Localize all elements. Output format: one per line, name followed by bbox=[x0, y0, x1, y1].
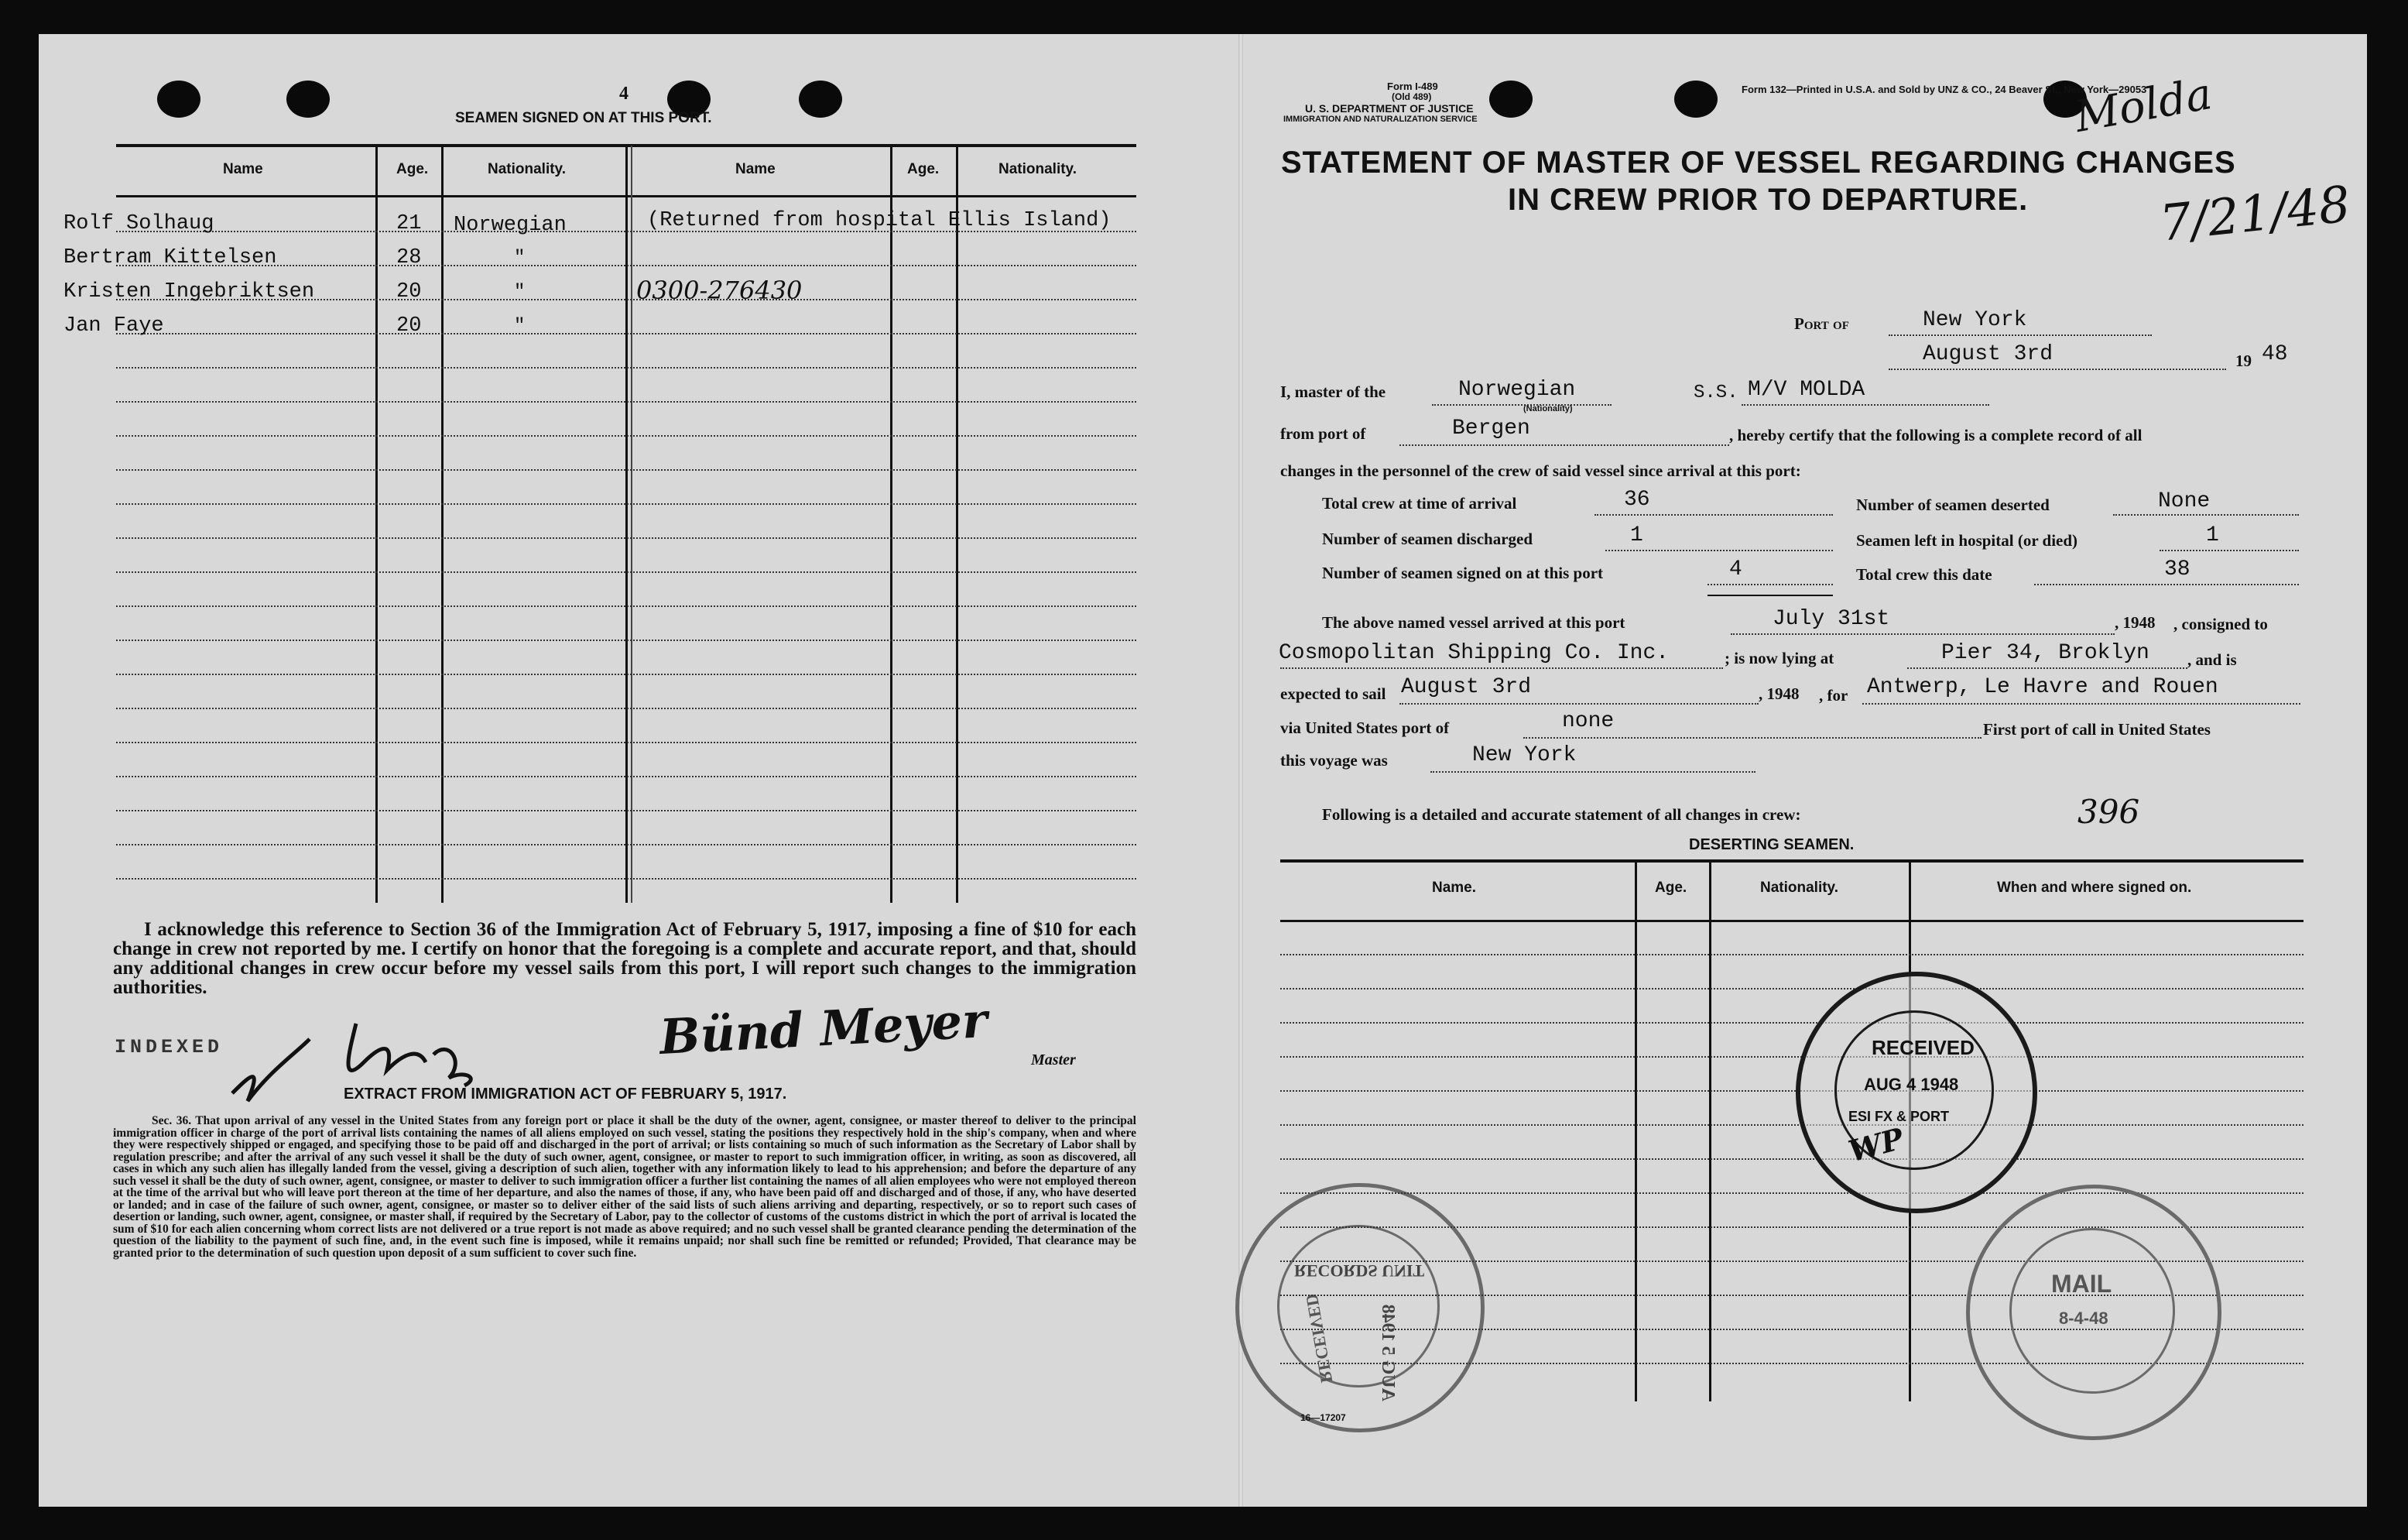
handwritten-date: 7/21/48 bbox=[2156, 176, 2353, 253]
table-rule bbox=[1280, 1090, 2304, 1092]
port-label: Port of bbox=[1794, 314, 1849, 333]
col-header-nationality: Nationality. bbox=[488, 161, 566, 177]
column-divider bbox=[625, 146, 628, 903]
column-divider bbox=[1709, 861, 1711, 1401]
port-value: New York bbox=[1923, 308, 2027, 332]
table-rule bbox=[1280, 988, 2304, 990]
row-note: 0300-276430 bbox=[636, 276, 803, 305]
row-nationality: " bbox=[514, 282, 526, 303]
table-rule bbox=[1280, 1158, 2304, 1160]
nationality-caption: (Nationality) bbox=[1523, 404, 1573, 413]
deserting-col-nationality: Nationality. bbox=[1760, 880, 1838, 896]
hospital-value: 1 bbox=[2206, 523, 2219, 547]
table-rule bbox=[1280, 1022, 2304, 1024]
master-of-label: I, master of the bbox=[1280, 382, 1386, 401]
table-rule bbox=[116, 708, 1136, 709]
via-label: via United States port of bbox=[1280, 719, 1450, 737]
handwritten-vessel: Molda bbox=[2071, 69, 2216, 142]
row-age: 20 bbox=[396, 280, 422, 304]
column-divider bbox=[1635, 861, 1637, 1401]
column-divider bbox=[375, 146, 378, 903]
table-rule bbox=[1280, 1192, 2304, 1194]
arrived-label: The above named vessel arrived at this port bbox=[1322, 613, 1625, 632]
expected-label: expected to sail bbox=[1280, 684, 1386, 703]
table-rule bbox=[116, 810, 1136, 811]
from-port-value: Bergen bbox=[1452, 417, 1530, 441]
table-rule bbox=[116, 776, 1136, 777]
voyage-value: New York bbox=[1472, 743, 1577, 767]
master-label: Master bbox=[1031, 1051, 1076, 1068]
ellis-stamp-initials: WP bbox=[1845, 1120, 1907, 1169]
row-nationality: " bbox=[514, 248, 526, 269]
col-header-age: Age. bbox=[396, 161, 429, 177]
expected-value: August 3rd bbox=[1401, 675, 1532, 699]
date-year: 48 bbox=[2262, 342, 2288, 366]
ellis-stamp-top: RECEIVED bbox=[1872, 1036, 1975, 1059]
mail-stamp-center: MAIL bbox=[2051, 1270, 2112, 1298]
deserted-label: Number of seamen deserted bbox=[1856, 496, 2050, 514]
column-divider bbox=[631, 146, 632, 903]
table-rule bbox=[116, 605, 1136, 607]
master-signature: Bünd Meyer bbox=[658, 991, 989, 1066]
vessel-value: M/V MOLDA bbox=[1748, 378, 1865, 402]
changes-text: changes in the personnel of the crew of said vessel since arrival at this port: bbox=[1280, 461, 1801, 480]
from-port-label: from port of bbox=[1280, 424, 1366, 443]
department-name: U. S. DEPARTMENT OF JUSTICE bbox=[1305, 102, 1474, 115]
column-divider bbox=[890, 146, 892, 903]
indexed-stamp: INDEXED bbox=[115, 1036, 224, 1058]
total-crew-arrival-label: Total crew at time of arrival bbox=[1322, 494, 1517, 513]
table-rule bbox=[116, 640, 1136, 641]
column-divider bbox=[441, 146, 444, 903]
for-label: , for bbox=[1819, 686, 1848, 705]
deserting-col-name: Name. bbox=[1432, 880, 1477, 896]
title-line-1: STATEMENT OF MASTER OF VESSEL REGARDING CHANGES bbox=[1281, 146, 2236, 180]
date-year-prefix: 19 bbox=[2235, 352, 2252, 370]
total-crew-date-label: Total crew this date bbox=[1856, 565, 1992, 584]
table-rule bbox=[1280, 1056, 2304, 1058]
arrived-year: , 1948 bbox=[2115, 613, 2156, 632]
signed-on-value: 4 bbox=[1729, 557, 1742, 581]
row-name: Bertram Kittelsen bbox=[63, 246, 277, 269]
acknowledgement-text: I acknowledge this reference to Section 36 of the Immigration Act of February 5, 1917, imposing a fine of $10 for each change in crew not reported by me. I certify on honor that the foregoing is a complete and accurate report, and that, should any additional changes in crew occur before my vessel sails from this port, I will report such changes to the immigration authorities. bbox=[113, 919, 1136, 998]
row-name: Rolf Solhaug bbox=[63, 212, 214, 235]
voyage-label: this voyage was bbox=[1280, 751, 1388, 770]
row-name: Jan Faye bbox=[63, 314, 164, 338]
via-value: none bbox=[1562, 709, 1615, 733]
form-number: Form I-489 bbox=[1387, 81, 1438, 92]
consignee-value: Cosmopolitan Shipping Co. Inc. bbox=[1279, 641, 1670, 665]
row-name: Kristen Ingebriktsen bbox=[63, 280, 315, 304]
consigned-label: , consigned to bbox=[2173, 615, 2268, 633]
lying-value: Pier 34, Broklyn bbox=[1941, 641, 2149, 665]
first-port-label: First port of call in United States bbox=[1983, 720, 2211, 739]
punch-hole bbox=[157, 81, 200, 118]
ellis-stamp-mid: ESI FX & PORT bbox=[1848, 1109, 1950, 1124]
table-rule bbox=[1280, 1124, 2304, 1126]
table-rule bbox=[116, 537, 1136, 539]
hospital-label: Seamen left in hospital (or died) bbox=[1856, 531, 2078, 550]
nationality-value: Norwegian bbox=[1458, 378, 1576, 402]
destination-value: Antwerp, Le Havre and Rouen bbox=[1867, 675, 2218, 699]
total-crew-arrival-value: 36 bbox=[1624, 488, 1650, 512]
page-number: 4 bbox=[619, 84, 629, 104]
col-header-age-2: Age. bbox=[907, 161, 940, 177]
extract-title: EXTRACT FROM IMMIGRATION ACT OF FEBRUARY 5, 1917. bbox=[344, 1086, 787, 1103]
received-stamp-top: RECORDS UNIT bbox=[1294, 1261, 1425, 1281]
received-stamp-date: AUG 5 1948 bbox=[1378, 1304, 1398, 1401]
punch-hole bbox=[1674, 81, 1718, 118]
date-value: August 3rd bbox=[1923, 342, 2053, 366]
mail-stamp-date: 8-4-48 bbox=[2059, 1308, 2108, 1328]
table-rule bbox=[116, 571, 1136, 573]
deserting-col-age: Age. bbox=[1655, 880, 1687, 896]
extract-text: That upon arrival of any vessel in the United States from any foreign port or place it shall be the duty of the owner, agent, consignee, or master thereof to deliver to the principal immigration officer in charge of the port of arrival lists containing the names of all aliens employed on such vessel, stating the positions they respectively hold in the ship's company, when and where they were respectively shipped or engaged, and specifying those to be paid off and discharged in the port of arrival; or lists containing so much of such information as the Secretary of Labor shall by regulation prescribe; and after the arrival of any such vessel it shall be the duty of such owner, agent, consignee, or master to report to such immigration officer, in writing, as soon as discovered, all cases in which any such alien has illegally landed from the vessel, giving a description of such alien, together with any information likely to lead to his apprehension; and before the departure of any such vessel it shall be the duty of such owner, agent, consignee, or master to deliver to such immigration officer a further list containing the names of all alien employees who were not employed thereon at the time of the arrival but who will leave port thereon at the time of her departure, and also the names of those, if any, who have been paid off and discharged and of those, if any, who have deserted or landed; and in case of the failure of such owner, agent, consignee, or master so to deliver either of the said lists of such aliens arriving and departing, respectively, or so to report such cases of desertion or landing, such owner, agent, consignee, or master shall, if required by the Secretary of Labor, pay to the collector of customs of the customs district in which the port of arrival is located the sum of $10 for each alien concerning whom correct lists are not delivered or a true report is not made as above required; and no such vessel shall be granted clearance pending the determination of the question of the liability to the payment of such fine, and, in the event such fine is imposed, while it remains unpaid; nor shall such fine be remitted or refunded; Provided, That clearance may be granted prior to the determination of such question upon deposit of a sum sufficient to cover such fine. bbox=[113, 1114, 1136, 1260]
expected-year: , 1948 bbox=[1759, 684, 1800, 703]
table-rule bbox=[116, 878, 1136, 880]
discharged-label: Number of seamen discharged bbox=[1322, 530, 1533, 548]
table-rule bbox=[1280, 954, 2304, 955]
table-rule bbox=[116, 742, 1136, 743]
col-header-name-2: Name bbox=[735, 161, 776, 177]
punch-hole bbox=[1489, 81, 1533, 118]
certify-text: , hereby certify that the following is a complete record of all bbox=[1729, 426, 2143, 444]
row-age: 21 bbox=[396, 212, 422, 235]
punch-hole bbox=[799, 81, 842, 118]
lying-label: ; is now lying at bbox=[1725, 649, 1834, 667]
arrived-value: July 31st bbox=[1773, 607, 1890, 631]
left-heading: SEAMEN SIGNED ON AT THIS PORT. bbox=[455, 110, 712, 126]
total-crew-date-value: 38 bbox=[2164, 557, 2190, 581]
table-rule bbox=[116, 674, 1136, 675]
handwritten-number: 396 bbox=[2077, 793, 2140, 831]
row-note: (Returned from hospital Ellis Island) bbox=[647, 209, 1112, 232]
printer-line: Form 132—Printed in U.S.A. and Sold by UNZ & CO., 24 Beaver St., New York—29053 bbox=[1742, 84, 2147, 95]
discharged-value: 1 bbox=[1630, 523, 1643, 547]
col-header-name: Name bbox=[223, 161, 263, 177]
deserting-col-signed: When and where signed on. bbox=[1997, 880, 2192, 896]
and-is-label: , and is bbox=[2187, 650, 2237, 669]
row-nationality: Norwegian bbox=[454, 214, 567, 237]
row-age: 28 bbox=[396, 246, 422, 269]
col-header-nationality-2: Nationality. bbox=[998, 161, 1077, 177]
table-rule bbox=[116, 367, 1136, 369]
extract-paragraph bbox=[113, 1115, 1136, 1259]
form-old-number: (Old 489) bbox=[1392, 91, 1432, 102]
ss-label: S.S. bbox=[1694, 382, 1738, 403]
deserted-value: None bbox=[2158, 489, 2211, 513]
service-name: IMMIGRATION AND NATURALIZATION SERVICE bbox=[1283, 115, 1478, 124]
punch-hole bbox=[286, 81, 330, 118]
table-rule bbox=[116, 401, 1136, 403]
table-rule bbox=[116, 333, 1136, 334]
deserting-heading: DESERTING SEAMEN. bbox=[1689, 836, 1855, 853]
footer-code: 16—17207 bbox=[1300, 1412, 1346, 1423]
column-divider bbox=[956, 146, 958, 903]
table-rule bbox=[116, 469, 1136, 471]
table-rule bbox=[116, 844, 1136, 845]
table-rule bbox=[116, 435, 1136, 437]
row-nationality: " bbox=[514, 316, 526, 337]
title-line-2: IN CREW PRIOR TO DEPARTURE. bbox=[1508, 183, 2029, 217]
signed-on-label: Number of seamen signed on at this port bbox=[1322, 564, 1604, 582]
received-stamp-bottom: RECEIVED bbox=[1302, 1292, 1337, 1384]
extract-sec: Sec. 36. bbox=[152, 1114, 192, 1127]
table-rule bbox=[116, 503, 1136, 505]
following-text: Following is a detailed and accurate statement of all changes in crew: bbox=[1322, 805, 1801, 824]
row-age: 20 bbox=[396, 314, 422, 338]
ellis-stamp-date: AUG 4 1948 bbox=[1864, 1075, 1959, 1094]
